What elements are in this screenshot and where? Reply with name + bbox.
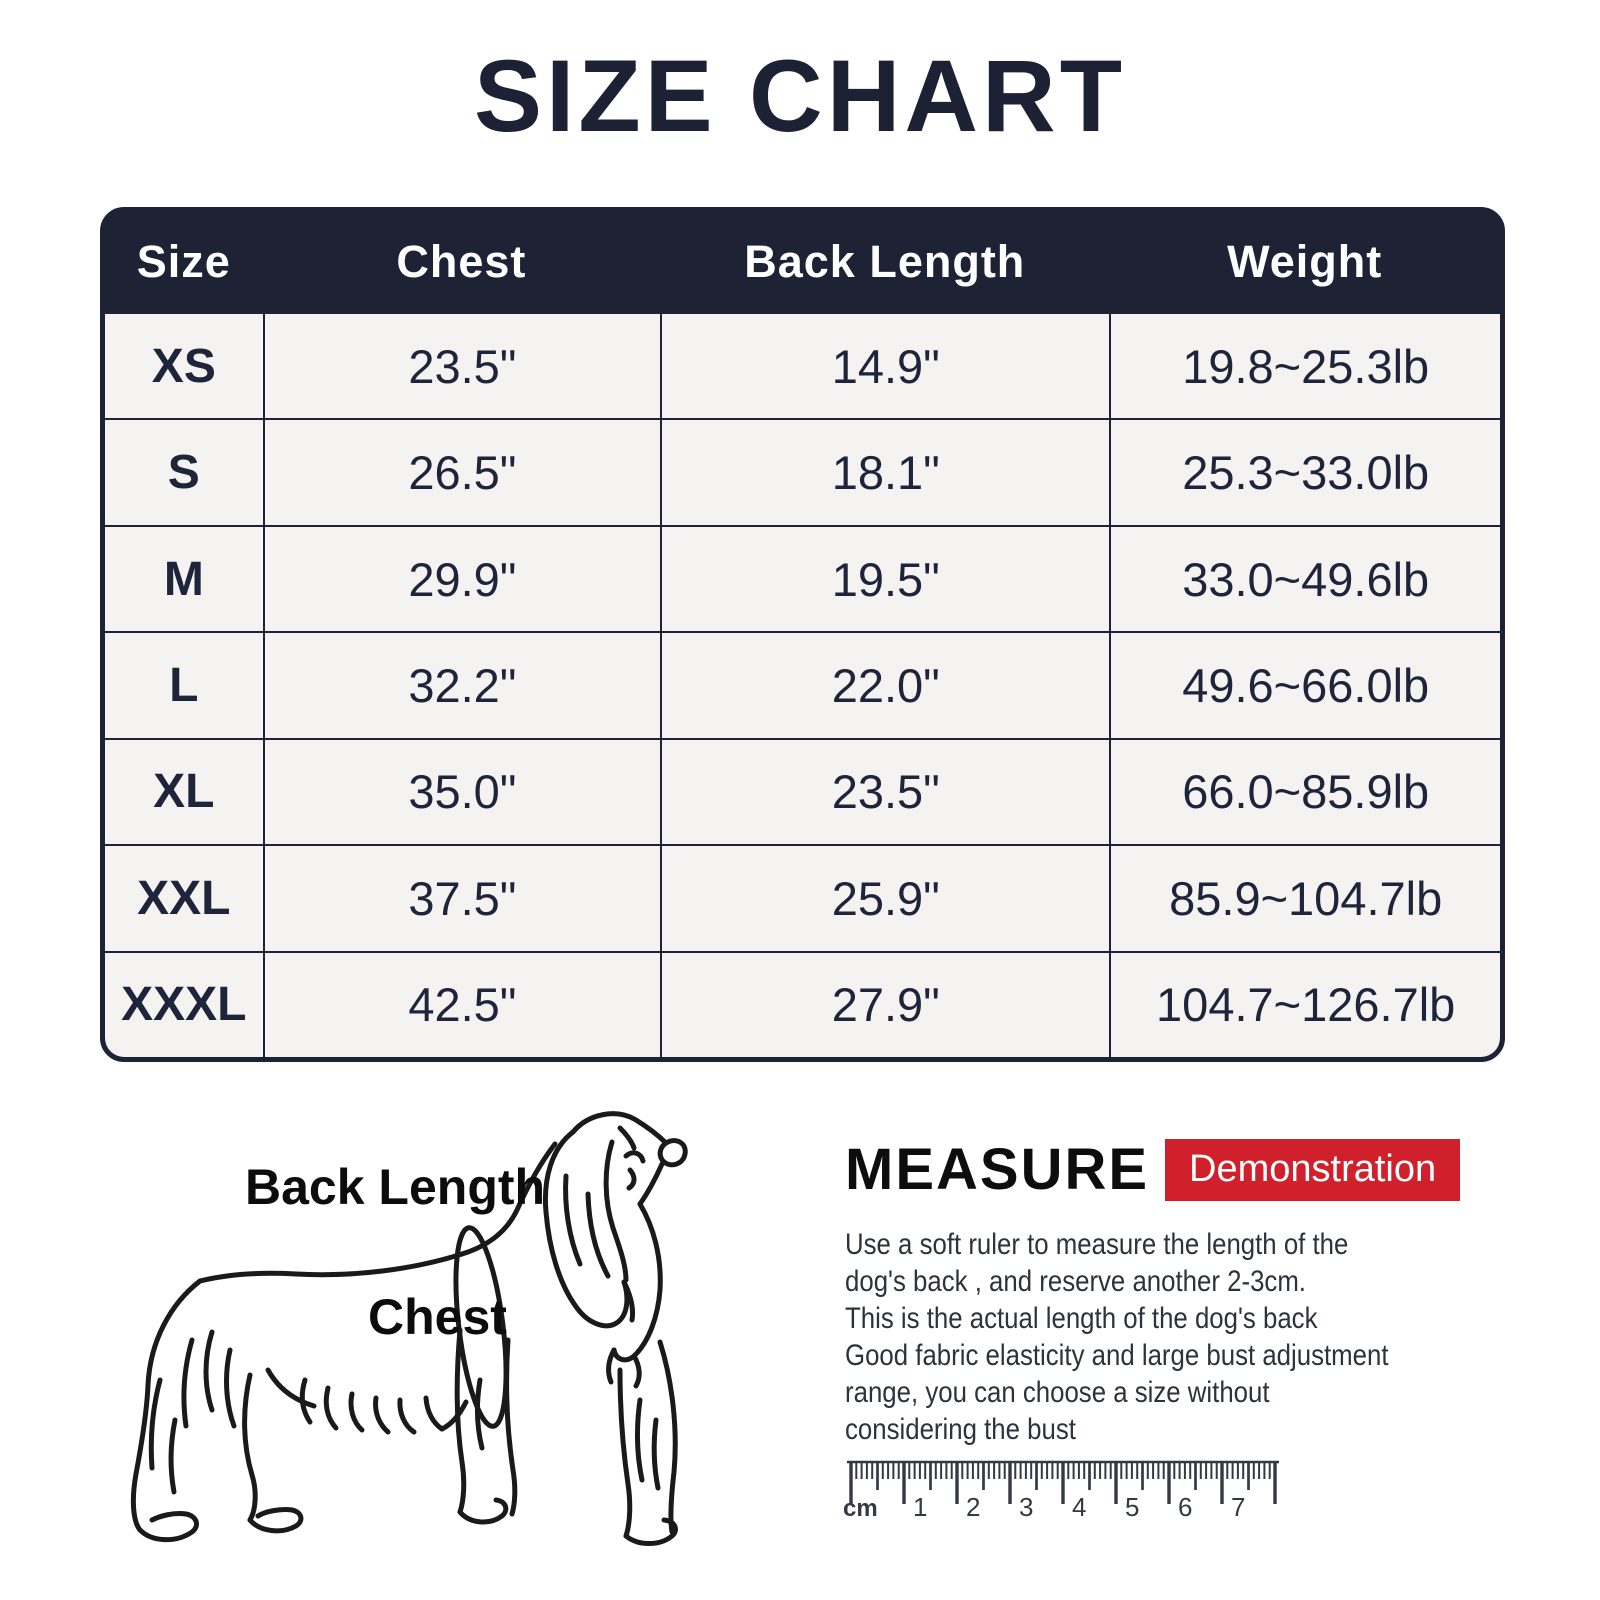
dog-eye — [626, 1153, 643, 1161]
table-row — [105, 418, 1500, 524]
measure-heading: MEASURE — [845, 1137, 1150, 1202]
measure-header — [845, 1136, 1460, 1203]
column-header-weight: Weight — [1109, 212, 1500, 312]
ruler-illustration — [843, 1452, 1279, 1527]
table-row — [105, 951, 1500, 1057]
ruler-number: 1 — [913, 1492, 928, 1522]
dog-back-line — [200, 1254, 462, 1281]
weight-value: 33.0~49.6lb — [1109, 525, 1500, 631]
weight-value: 25.3~33.0lb — [1109, 418, 1500, 524]
instruction-line: Use a soft ruler to measure the length of the — [845, 1228, 1349, 1261]
back-length-value: 25.9" — [660, 844, 1109, 950]
back-length-value: 23.5" — [660, 738, 1109, 844]
instruction-line: This is the actual length of the dog's back — [845, 1302, 1318, 1335]
chest-value: 29.9" — [263, 525, 661, 631]
table-row — [105, 738, 1500, 844]
back-length-value: 19.5" — [660, 525, 1109, 631]
size-table — [105, 212, 1500, 1057]
table-row — [105, 312, 1500, 418]
back-length-value: 14.9" — [660, 312, 1109, 418]
back-length-value: 22.0" — [660, 631, 1109, 737]
size-table-container — [100, 207, 1505, 1062]
size-value: XXXL — [105, 951, 263, 1057]
back-length-value: 27.9" — [660, 951, 1109, 1057]
table-row — [105, 631, 1500, 737]
weight-value: 66.0~85.9lb — [1109, 738, 1500, 844]
chest-value: 32.2" — [263, 631, 661, 737]
size-value: XXL — [105, 844, 263, 950]
page-title: SIZE CHART — [474, 39, 1126, 153]
weight-value: 85.9~104.7lb — [1109, 844, 1500, 950]
instruction-line: Good fabric elasticity and large bust adjustment — [845, 1339, 1389, 1372]
weight-value: 104.7~126.7lb — [1109, 951, 1500, 1057]
ruler-number: 6 — [1178, 1492, 1193, 1522]
ruler-number: 7 — [1231, 1492, 1246, 1522]
measure-instructions — [845, 1226, 1395, 1448]
size-value: M — [105, 525, 263, 631]
column-header-chest: Chest — [263, 212, 661, 312]
weight-value: 49.6~66.0lb — [1109, 631, 1500, 737]
size-value: L — [105, 631, 263, 737]
instruction-line: considering the bust — [845, 1413, 1076, 1446]
chest-value: 35.0" — [263, 738, 661, 844]
instruction-line: dog's back , and reserve another 2-3cm. — [845, 1265, 1306, 1298]
demonstration-badge: Demonstration — [1165, 1139, 1460, 1201]
ruler-number: 4 — [1072, 1492, 1087, 1522]
ruler-unit-label: cm — [843, 1495, 878, 1522]
chest-value: 42.5" — [263, 951, 661, 1057]
instruction-line: range, you can choose a size without — [845, 1376, 1270, 1409]
chest-label: Chest — [368, 1289, 507, 1345]
ruler-number: 2 — [966, 1492, 981, 1522]
ruler-number: 3 — [1019, 1492, 1034, 1522]
size-value: S — [105, 418, 263, 524]
size-value: XL — [105, 738, 263, 844]
chest-value: 26.5" — [263, 418, 661, 524]
size-value: XS — [105, 312, 263, 418]
chest-value: 23.5" — [263, 312, 661, 418]
column-header-back-length: Back Length — [660, 212, 1109, 312]
table-row — [105, 525, 1500, 631]
ruler-number: 5 — [1125, 1492, 1140, 1522]
column-header-size: Size — [105, 212, 263, 312]
ruler-graphic — [843, 1452, 1279, 1527]
table-row — [105, 844, 1500, 950]
chest-value: 37.5" — [263, 844, 661, 950]
dog-nose — [660, 1141, 685, 1165]
weight-value: 19.8~25.3lb — [1109, 312, 1500, 418]
table-header-row — [105, 212, 1500, 312]
back-length-label: Back Length — [245, 1159, 546, 1215]
back-length-value: 18.1" — [660, 418, 1109, 524]
